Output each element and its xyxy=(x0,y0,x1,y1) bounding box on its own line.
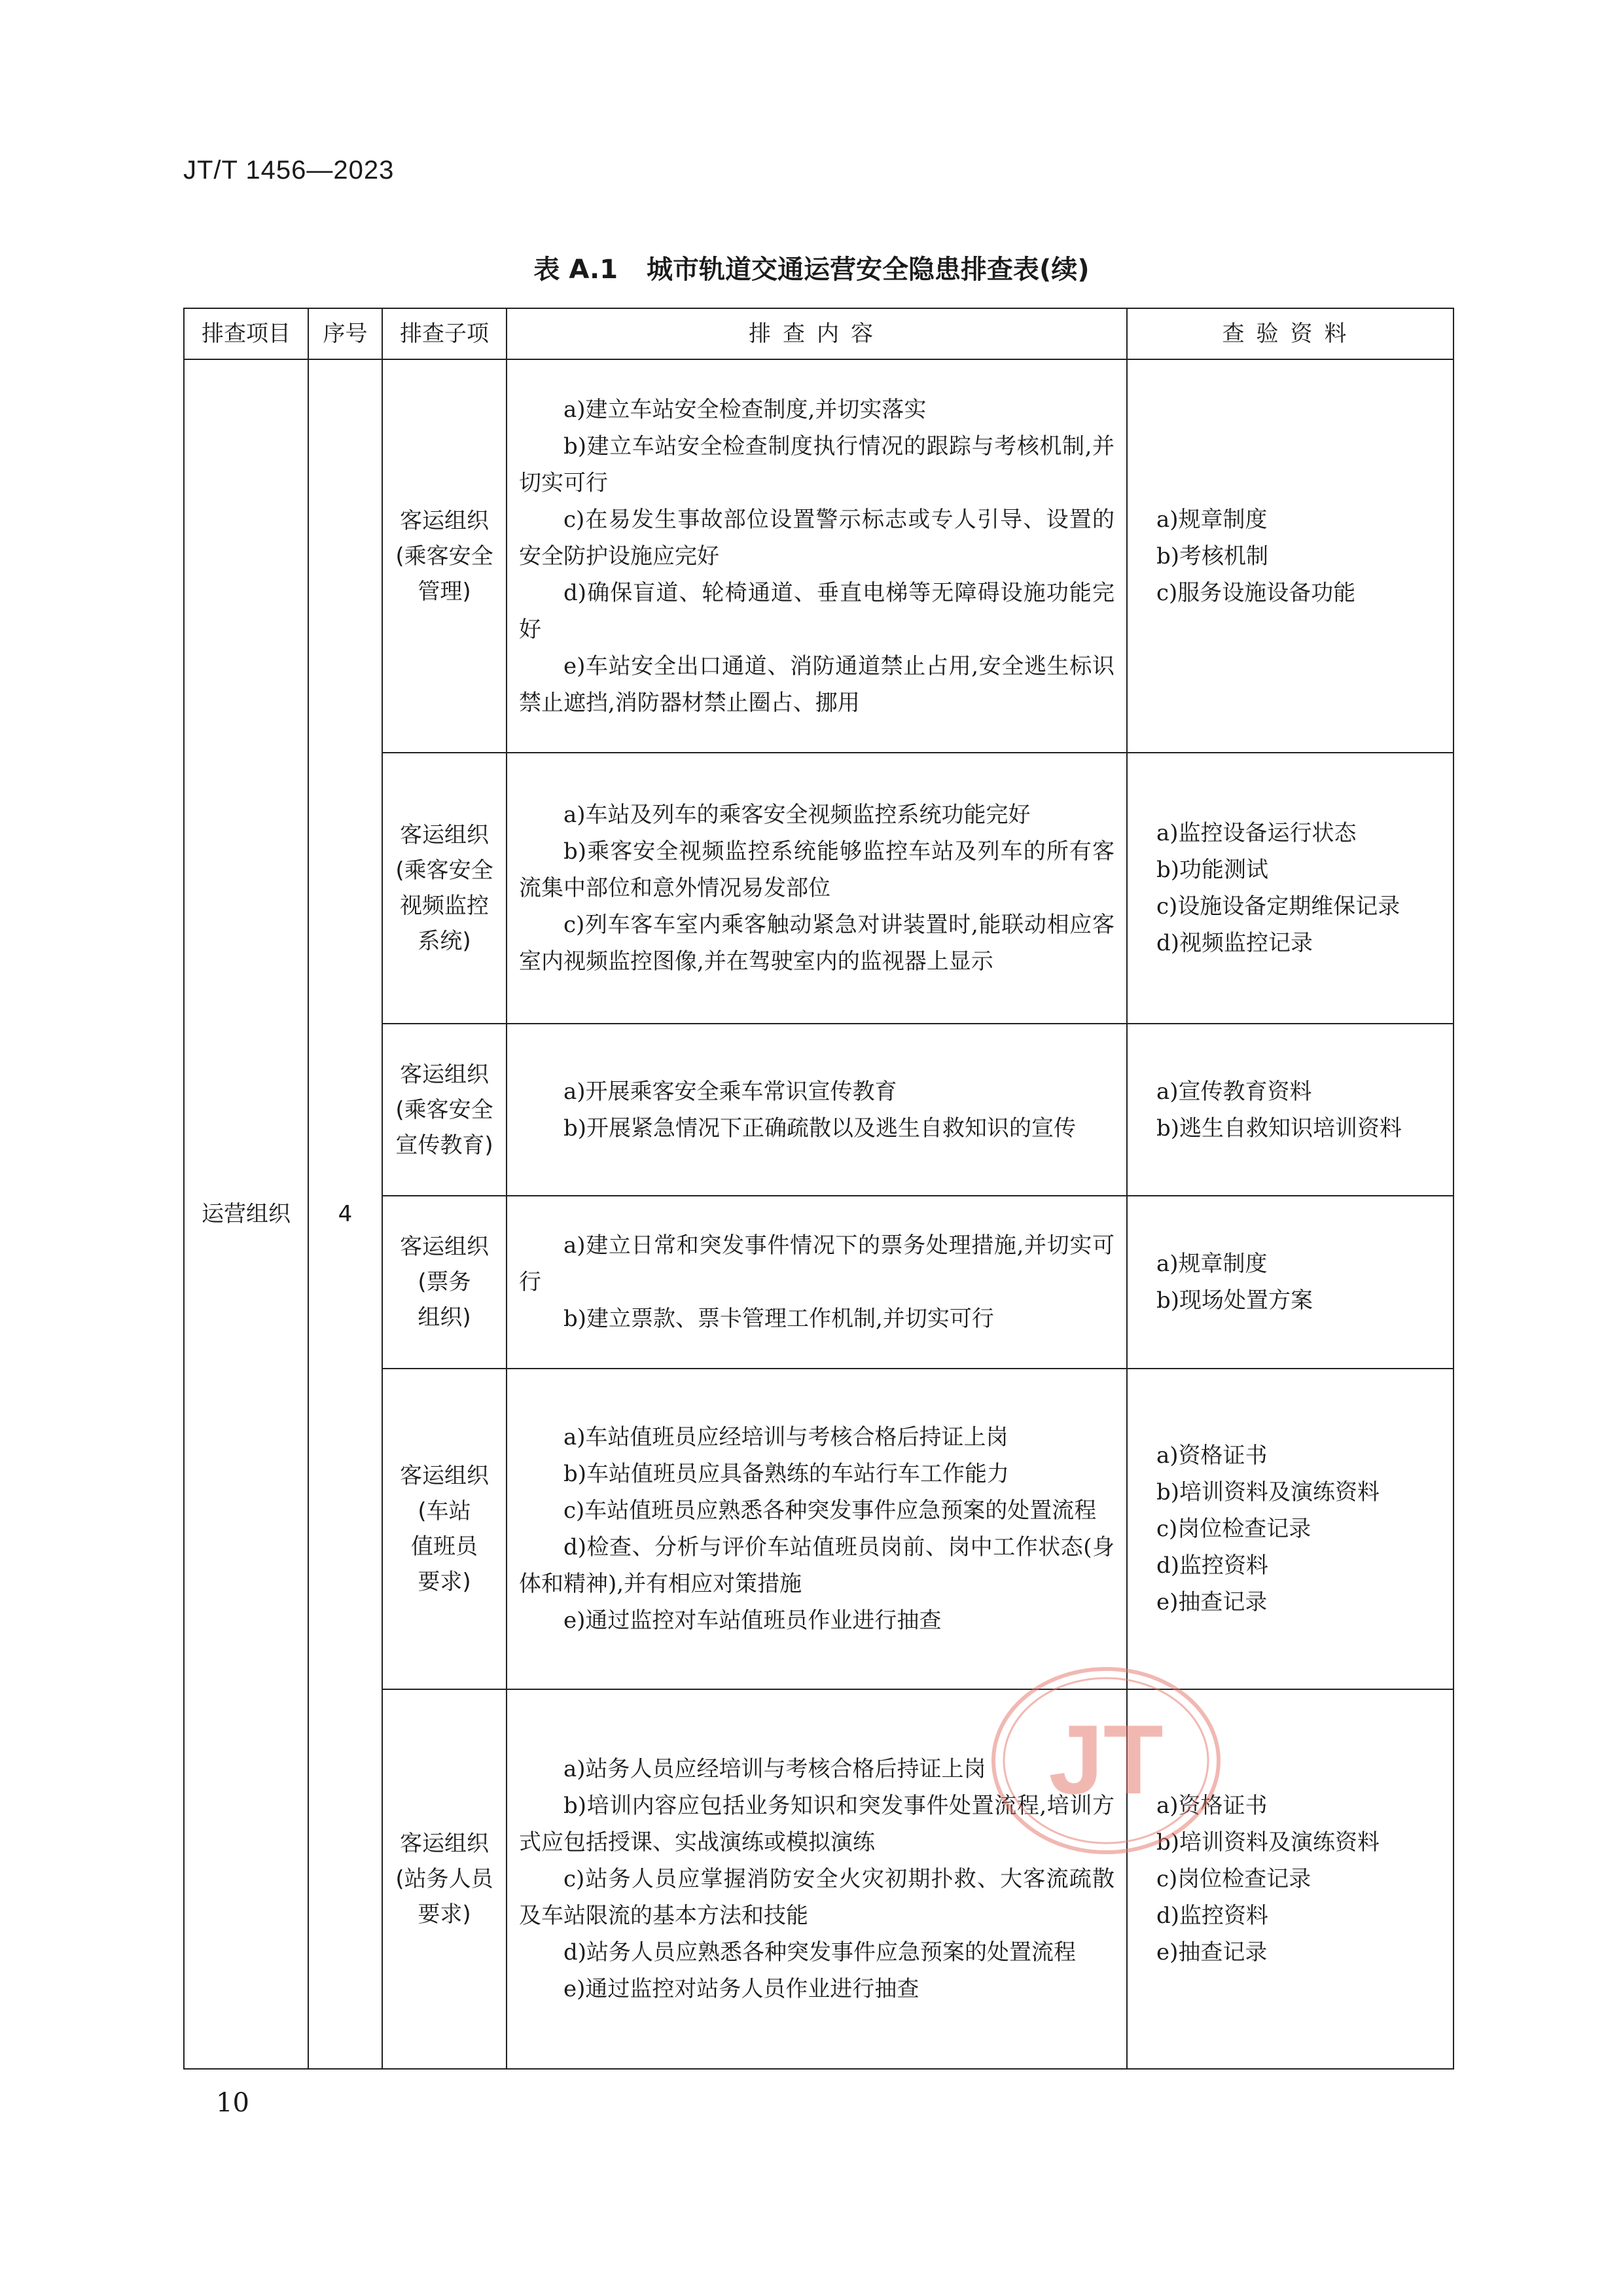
sub-item-line: 客运组织 xyxy=(400,1234,489,1260)
sub-item-cell xyxy=(382,1689,507,2069)
material-item: a)规章制度 xyxy=(1156,506,1268,533)
content-item: d)站务人员应熟悉各种突发事件应急预案的处置流程 xyxy=(563,1939,1077,1965)
sub-item-cell xyxy=(382,1369,507,1689)
sub-item-line: 客运组织 xyxy=(400,1061,489,1088)
content-item: b)开展紧急情况下正确疏散以及逃生自救知识的宣传 xyxy=(563,1115,1077,1141)
material-item: c)服务设施设备功能 xyxy=(1156,579,1356,606)
material-item: b)逃生自救知识培训资料 xyxy=(1156,1115,1402,1141)
content-cell xyxy=(507,753,1127,1024)
content-cell xyxy=(507,1024,1127,1196)
material-item: b)功能测试 xyxy=(1156,857,1269,883)
header-content: 排查内容 xyxy=(507,308,1127,359)
content-cell xyxy=(507,359,1127,753)
sub-item-line: (车站 xyxy=(418,1498,471,1524)
materials-cell xyxy=(1127,1689,1454,2069)
material-item: b)考核机制 xyxy=(1156,543,1269,569)
category-cell: 运营组织 xyxy=(184,359,308,2069)
content-item: e)车站安全出口通道、消防通道禁止占用,安全逃生标识禁止遮挡,消防器材禁止圈占、挪用 xyxy=(519,653,1115,716)
sub-item-line: 客运组织 xyxy=(400,1463,489,1489)
stamp-text: JT xyxy=(1048,1704,1164,1814)
header-inspection-item: 排查项目 xyxy=(184,308,308,359)
sub-item-cell xyxy=(382,753,507,1024)
material-item: a)监控设备运行状态 xyxy=(1156,820,1357,846)
header-materials: 查验资料 xyxy=(1127,308,1454,359)
material-item: b)现场处置方案 xyxy=(1156,1287,1313,1314)
sub-item-line: 视频监控 xyxy=(400,893,489,919)
content-item: d)确保盲道、轮椅通道、垂直电梯等无障碍设施功能完好 xyxy=(519,579,1115,643)
material-item: d)监控资料 xyxy=(1156,1552,1269,1579)
sub-item-line: 要求) xyxy=(418,1901,471,1928)
sub-item-line: 客运组织 xyxy=(400,507,489,534)
content-cell xyxy=(507,1196,1127,1369)
sub-item-line: (乘客安全 xyxy=(395,1096,493,1123)
sub-item-line: 客运组织 xyxy=(400,1831,489,1857)
materials-cell xyxy=(1127,1369,1454,1689)
content-item: b)建立车站安全检查制度执行情况的跟踪与考核机制,并切实可行 xyxy=(519,433,1115,496)
material-item: e)抽查记录 xyxy=(1156,1589,1268,1615)
content-item: b)建立票款、票卡管理工作机制,并切实可行 xyxy=(563,1306,994,1332)
table-caption xyxy=(0,249,1623,286)
content-item: b)培训内容应包括业务知识和突发事件处置流程,培训方式应包括授课、实战演练或模拟演练 xyxy=(519,1793,1115,1856)
sub-item-line: 值班员 xyxy=(411,1534,478,1560)
sub-item-line: 系统) xyxy=(418,928,471,954)
sub-item-line: (乘客安全 xyxy=(395,543,493,569)
content-item: e)通过监控对车站值班员作业进行抽查 xyxy=(563,1607,942,1634)
content-item: a)站务人员应经培训与考核合格后持证上岗 xyxy=(563,1756,986,1782)
sub-item-line: (乘客安全 xyxy=(395,857,493,884)
content-item: b)车站值班员应具备熟练的车站行车工作能力 xyxy=(563,1461,1010,1487)
content-item: a)建立日常和突发事件情况下的票务处理措施,并切实可行 xyxy=(519,1232,1115,1295)
materials-cell xyxy=(1127,1196,1454,1369)
sub-item-line: (站务人员 xyxy=(395,1866,493,1892)
sub-item-line: (票务 xyxy=(418,1269,471,1295)
page-number: 10 xyxy=(216,2088,249,2118)
material-item: a)宣传教育资料 xyxy=(1156,1078,1312,1105)
content-cell xyxy=(507,1369,1127,1689)
table-title: 城市轨道交通运营安全隐患排查表(续) xyxy=(647,255,1090,285)
header-serial-number: 序号 xyxy=(308,308,382,359)
material-item: c)岗位检查记录 xyxy=(1156,1866,1311,1892)
sub-item-line: 管理) xyxy=(418,578,471,605)
material-item: d)视频监控记录 xyxy=(1156,930,1313,956)
material-item: a)规章制度 xyxy=(1156,1251,1268,1277)
sub-item-line: 客运组织 xyxy=(400,822,489,848)
header-sub-item: 排查子项 xyxy=(382,308,507,359)
content-item: c)列车客车室内乘客触动紧急对讲装置时,能联动相应客室内视频监控图像,并在驾驶室内的监视器上显示 xyxy=(519,912,1115,975)
material-item: c)岗位检查记录 xyxy=(1156,1516,1311,1542)
material-item: d)监控资料 xyxy=(1156,1903,1269,1929)
material-item: e)抽查记录 xyxy=(1156,1939,1268,1965)
material-item: b)培训资料及演练资料 xyxy=(1156,1829,1380,1856)
document-code-header: JT/T 1456—2023 xyxy=(183,156,395,185)
sub-item-cell xyxy=(382,1196,507,1369)
content-item: c)站务人员应掌握消防安全火灾初期扑救、大客流疏散及车站限流的基本方法和技能 xyxy=(519,1866,1115,1929)
content-item: c)车站值班员应熟悉各种突发事件应急预案的处置流程 xyxy=(563,1498,1097,1524)
content-item: d)检查、分析与评价车站值班员岗前、岗中工作状态(身体和精神),并有相应对策措施 xyxy=(519,1534,1115,1597)
material-item: b)培训资料及演练资料 xyxy=(1156,1479,1380,1505)
sub-item-cell xyxy=(382,359,507,753)
material-item: c)设施设备定期维保记录 xyxy=(1156,893,1400,920)
material-item: a)资格证书 xyxy=(1156,1793,1268,1819)
materials-cell xyxy=(1127,753,1454,1024)
materials-cell xyxy=(1127,359,1454,753)
content-cell xyxy=(507,1689,1127,2069)
inspection-table xyxy=(183,308,1454,2070)
content-item: a)建立车站安全检查制度,并切实落实 xyxy=(563,396,927,423)
sub-item-line: 组织) xyxy=(418,1304,471,1331)
sub-item-line: 宣传教育) xyxy=(395,1132,493,1158)
material-item: a)资格证书 xyxy=(1156,1443,1268,1469)
content-item: a)车站值班员应经培训与考核合格后持证上岗 xyxy=(563,1424,1008,1450)
sub-item-line: 要求) xyxy=(418,1569,471,1595)
sub-item-cell xyxy=(382,1024,507,1196)
content-item: e)通过监控对站务人员作业进行抽查 xyxy=(563,1976,919,2002)
table-header-row xyxy=(184,308,1454,359)
content-item: a)开展乘客安全乘车常识宣传教育 xyxy=(563,1078,897,1105)
serial-number-cell: 4 xyxy=(308,359,382,2069)
content-item: b)乘客安全视频监控系统能够监控车站及列车的所有客流集中部位和意外情况易发部位 xyxy=(519,838,1115,901)
content-item: c)在易发生事故部位设置警示标志或专人引导、设置的安全防护设施应完好 xyxy=(519,506,1115,569)
content-item: a)车站及列车的乘客安全视频监控系统功能完好 xyxy=(563,802,1031,828)
materials-cell xyxy=(1127,1024,1454,1196)
table-row xyxy=(184,359,1454,753)
table-number: 表 A.1 xyxy=(533,255,618,285)
